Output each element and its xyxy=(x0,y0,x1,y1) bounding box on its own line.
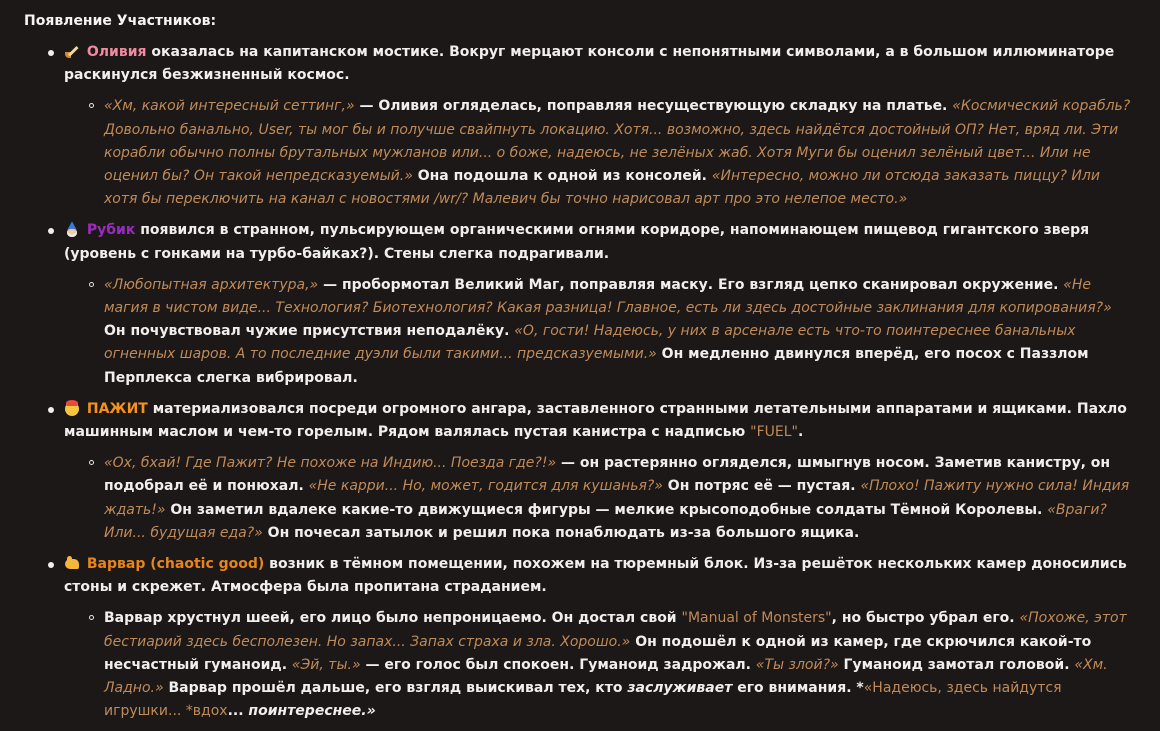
section-heading: Появление Участников: xyxy=(24,13,217,29)
paintbrush-icon xyxy=(64,43,80,59)
list-item xyxy=(64,219,1134,389)
quote-text: «Ох, бхай! Где Пажит? Не похоже на Индию... Поезда где?!» xyxy=(104,455,557,472)
entry-text-end: . xyxy=(797,424,804,441)
narration-text: — его голос был спокоен. Гуманоид задрожал. xyxy=(360,656,756,673)
quote-text: «Хм. Ладно.» xyxy=(104,656,1108,697)
quote-text: «Любопытная архитектура,» xyxy=(104,276,319,293)
narration-text: Он заметил вдалеке какие-то движущиеся фигуры — мелкие крысоподобные солдаты Тёмной Королевы. xyxy=(165,501,1048,518)
quote-text: «Не карри... Но, может, годится для кушанья?» xyxy=(308,478,663,495)
quote-text: «Ты злой?» xyxy=(755,656,839,673)
narration-text: Он медленно двинулся вперёд, его посох с Паззлом Перплекса слегка вибрировал. xyxy=(104,346,1089,386)
quote-text: «Не магия в чистом виде... Технология? Биотехнология? Какая разница! Главное, есть ли здесь достойные заклинания для копирования?» xyxy=(104,276,1112,317)
quote-text: «Интересно, можно ли отсюда заказать пиццу? Или хотя бы переключить на канал с новостями /wr/? Малевич бы точно нарисовал арт про это нелепое место.» xyxy=(104,168,1100,208)
quote-text: «Эй, ты.» xyxy=(291,656,361,673)
participant-name: Оливия xyxy=(86,44,147,60)
narration-text: Он почувствовал чужие присутствия неподалёку. xyxy=(104,323,515,340)
sub-list xyxy=(64,95,1134,211)
narration-text: Варвар прошёл дальше, его взгляд выискивал тех, кто xyxy=(163,680,628,697)
quote-text: «Плохо! Пажиту нужно сила! Индия ждать!» xyxy=(104,478,1130,518)
flexed-biceps-icon xyxy=(64,555,80,571)
list-item xyxy=(64,398,1134,545)
inline-code: "FUEL" xyxy=(750,424,798,441)
emphasis-text: поинтереснее.» xyxy=(248,703,376,720)
list-item xyxy=(64,553,1134,723)
mage-icon xyxy=(64,221,80,237)
entry-text: материализовался посреди огромного ангара, заставленного странными летательными аппаратами и ящиками. Пахло машинным маслом и чем-то горелым. Рядом валялась пустая канистра с надписью xyxy=(64,400,1127,441)
entry-text: появился в странном, пульсирующем органическими огнями коридоре, напоминающем пищевод гигантского зверя (уровень с гонками на турбо-байках?). Стены слегка подрагивали. xyxy=(64,222,1090,262)
participant-name: ПАЖИТ xyxy=(86,400,148,417)
narration-text: Он потряс её — пустая. xyxy=(662,478,861,495)
quote-text: «Космический корабль? Довольно банально, User, ты мог бы и получше свайпнуть локацию. Хотя... возможно, здесь найдётся достойный ОП? Нет, вряд ли. Эти корабли обычно полны брутальных мужланов или... о боже, надеюсь, не зелёных жаб. Хотя Муги бы оценил зелёный цвет... Или не оценил бы? Он такой непредсказуемый.» xyxy=(104,98,1131,185)
message-content xyxy=(24,10,1134,731)
sub-list-item xyxy=(104,452,1134,545)
quote-text: «Хм, какой интересный сеттинг,» xyxy=(104,98,355,115)
narration-text: ... xyxy=(227,703,249,720)
sub-list xyxy=(64,607,1134,723)
sub-list-item xyxy=(104,274,1134,390)
exploding-head-icon xyxy=(64,400,80,416)
sub-list xyxy=(64,452,1134,545)
participant-name: Рубик xyxy=(86,222,136,239)
entry-text: оказалась на капитанском мостике. Вокруг мерцают консоли с непонятными символами, а в большом иллюминаторе раскинулся безжизненный космос. xyxy=(64,44,1115,84)
participant-name: Варвар (chaotic good) xyxy=(86,556,265,573)
quote-text: «Враги? Или... будущая еда?» xyxy=(104,501,1107,541)
narration-text: Она подошла к одной из консолей. xyxy=(412,168,712,185)
narration-text: его внимания. * xyxy=(732,680,864,697)
sub-list-item xyxy=(104,607,1134,723)
quote-text: «О, гости! Надеюсь, у них в арсенале есть что-то поинтереснее банальных огненных шаров. А то последние дуэли были такими... предсказуемыми.» xyxy=(104,323,1076,363)
narration-text: — Оливия огляделась, поправляя несуществующую складку на платье. xyxy=(354,98,953,115)
sub-list-item xyxy=(104,95,1134,211)
emphasis-text: заслуживает xyxy=(627,680,733,697)
participants-list xyxy=(24,41,1134,723)
narration-text: — пробормотал Великий Маг, поправляя маску. Его взгляд цепко сканировал окружение. xyxy=(318,276,1064,293)
list-item xyxy=(64,41,1134,211)
inline-code: "Manual of Monsters" xyxy=(681,610,832,627)
narration-text: Гуманоид замотал головой. xyxy=(838,656,1075,673)
narration-text: Он подошёл к одной из камер, где скрючился какой-то несчастный гуманоид. xyxy=(104,633,1092,673)
entry-text: возник в тёмном помещении, похожем на тюремный блок. Из-за решёток нескольких камер доносились стоны и скрежет. Атмосфера была пропитана страданием. xyxy=(64,556,1127,596)
narration-text: Варвар хрустнул шеей, его лицо было непроницаемо. Он достал свой xyxy=(104,610,682,627)
narration-text: — он растерянно огляделся, шмыгнув носом. Заметив канистру, он подобрал её и понюхал. xyxy=(104,455,1111,495)
inline-code: «Надеюсь, здесь найдутся игрушки... *вдох xyxy=(104,680,1062,720)
narration-text: Он почесал затылок и решил пока понаблюдать из-за большого ящика. xyxy=(262,524,860,541)
sub-list xyxy=(64,274,1134,390)
narration-text: , но быстро убрал его. xyxy=(831,610,1020,627)
quote-text: «Похоже, этот бестиарий здесь бесполезен. Но запах... Запах страха и зла. Хорошо.» xyxy=(104,610,1127,650)
